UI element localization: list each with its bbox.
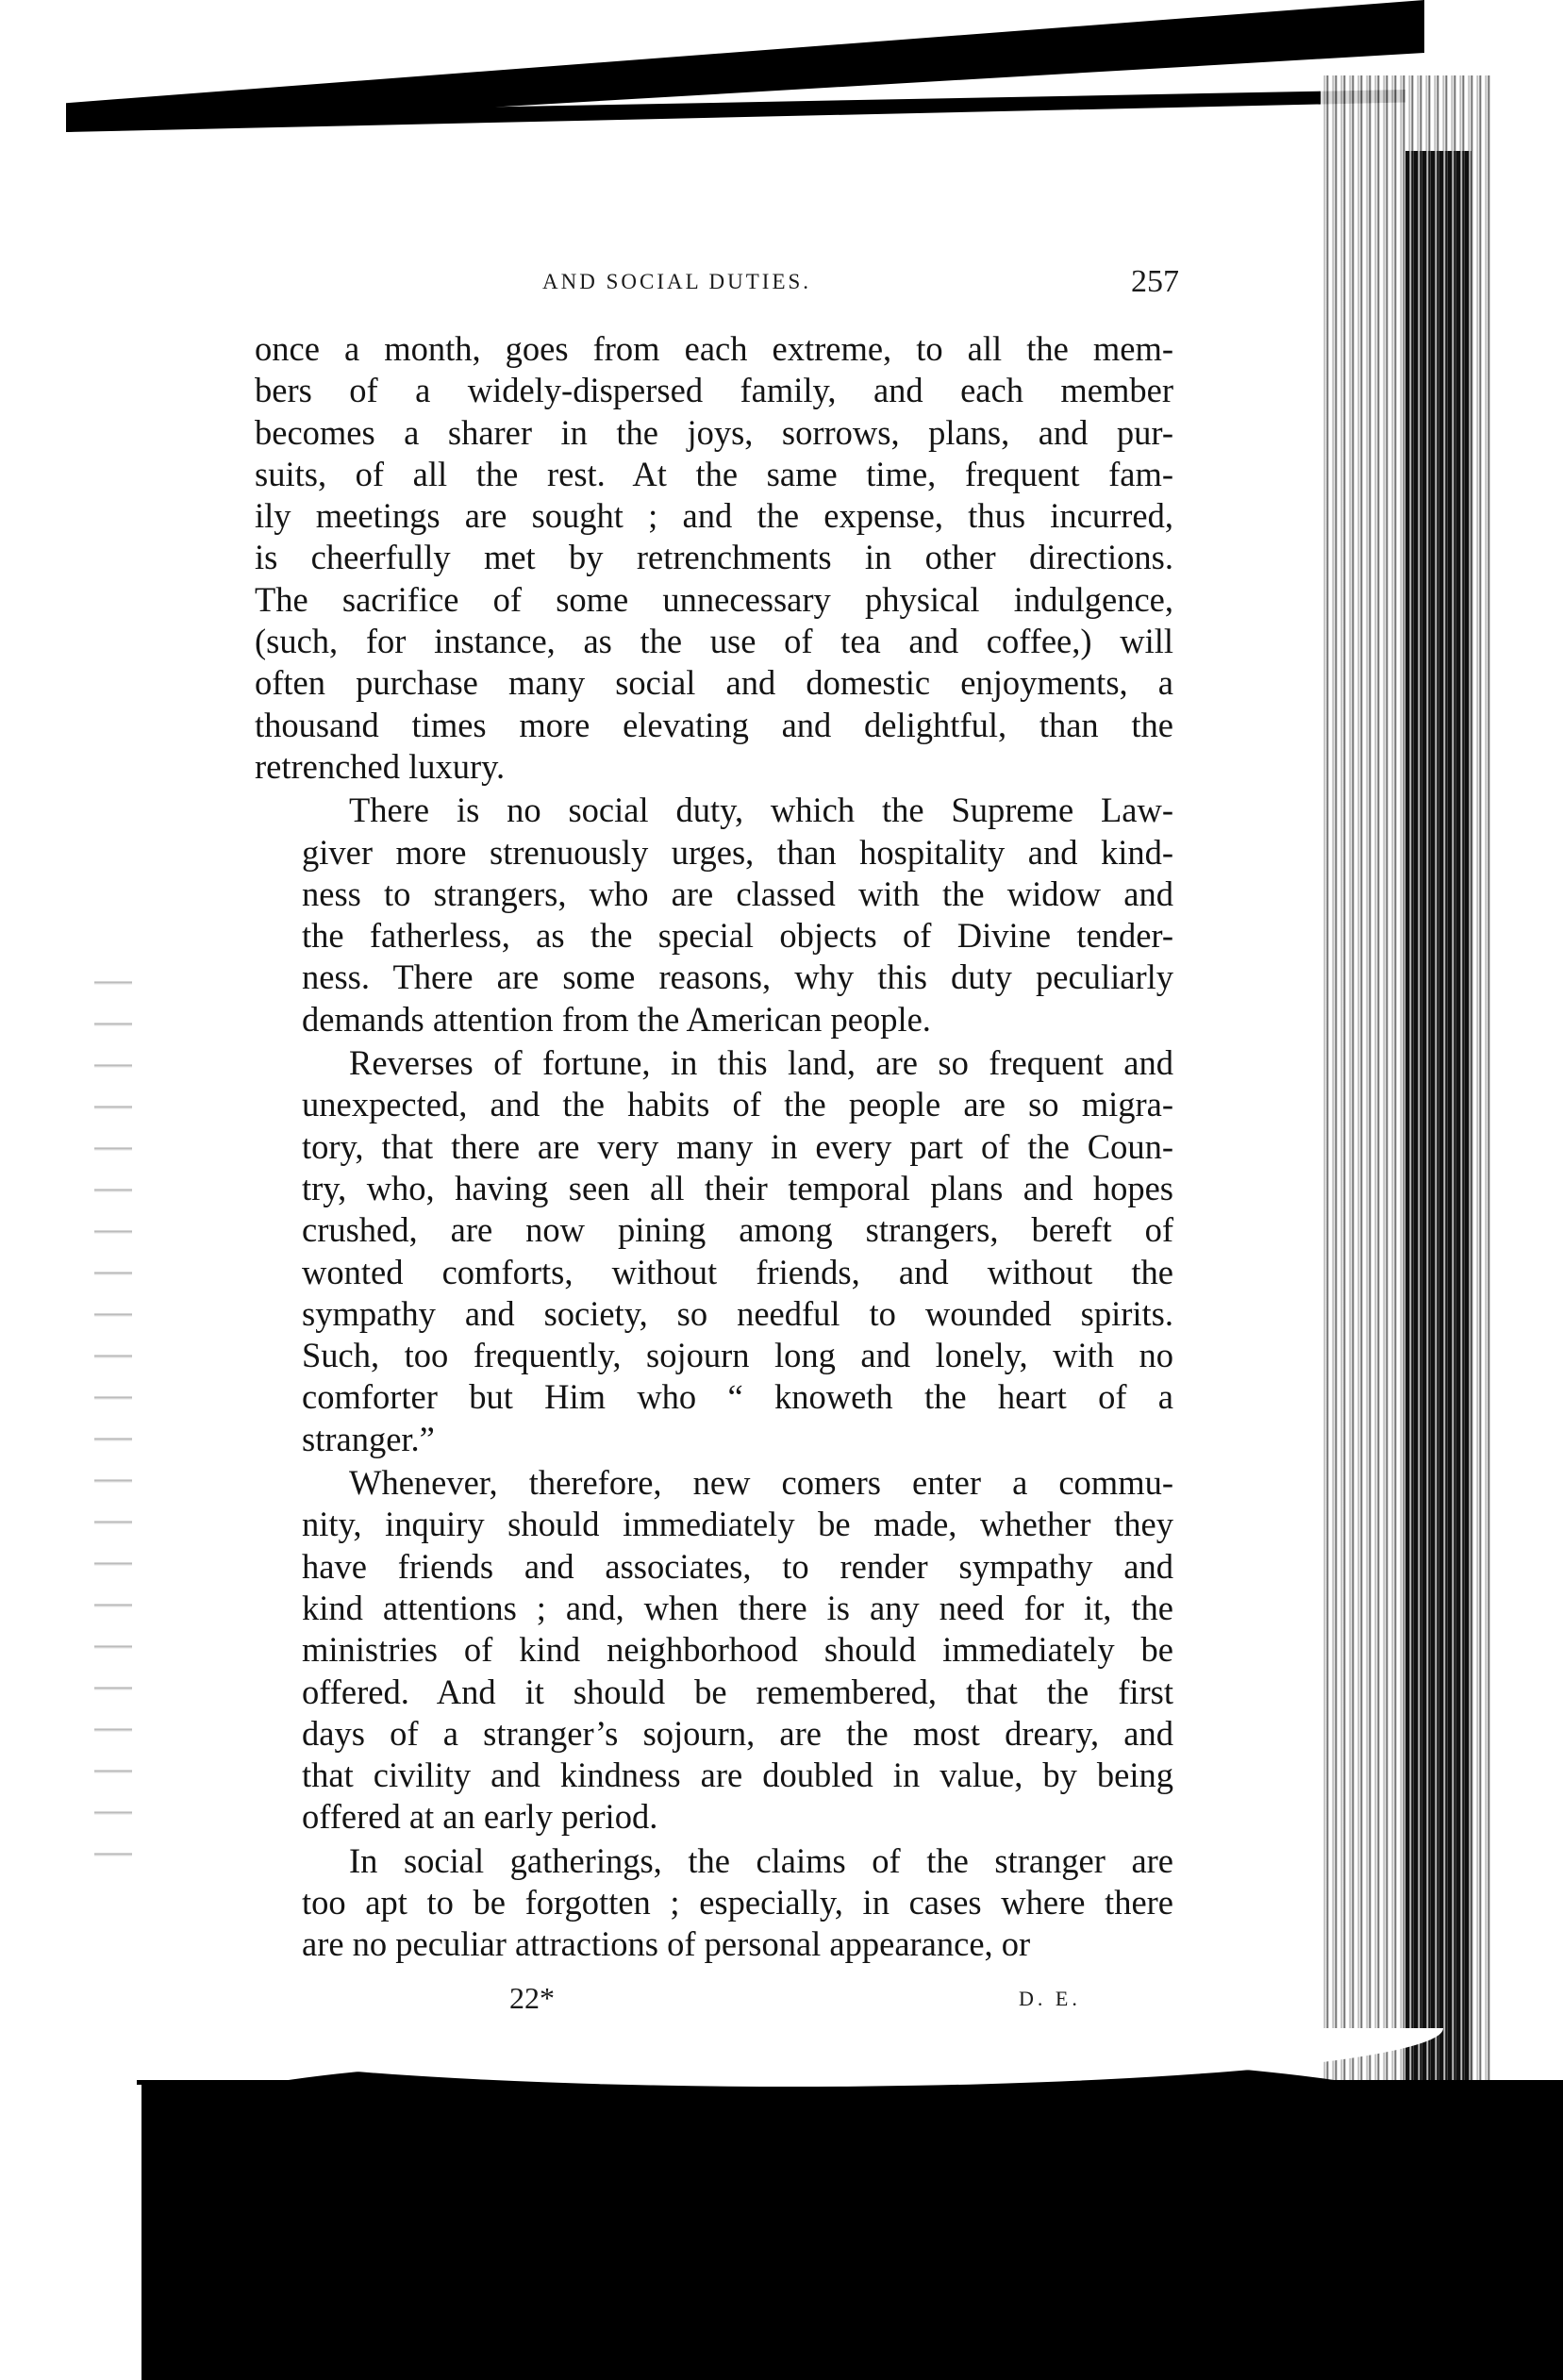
text-line: sympathy and society, so needful to wounded spirits.	[302, 1293, 1173, 1333]
running-title: AND SOCIAL DUTIES.	[542, 270, 812, 293]
text-line: the fatherless, as the special objects of Divine tender-	[302, 916, 1173, 956]
text-line: becomes a sharer in the joys, sorrows, plans, and pur-	[255, 412, 1173, 452]
text-line: (such, for instance, as the use of tea and coffee,) will	[255, 622, 1173, 661]
text-line: giver more strenuously urges, than hospitality and kind-	[302, 832, 1173, 872]
text-line: ness to strangers, who are classed with the widow and	[302, 874, 1173, 913]
text-line: often purchase many social and domestic enjoyments, a	[255, 663, 1173, 703]
paragraph	[255, 1042, 1173, 1460]
printer-mark: D. E.	[1019, 1987, 1081, 2010]
text-line: Such, too frequently, sojourn long and lonely, with no	[302, 1336, 1173, 1375]
page-edges-dark	[1405, 151, 1472, 2094]
text-line: tory, that there are very many in every part of the Coun-	[302, 1126, 1173, 1166]
text-line: unexpected, and the habits of the people are so migra-	[302, 1085, 1173, 1124]
body-text	[255, 328, 1173, 1966]
text-line: comforter but Him who “ knoweth the heart of a	[302, 1377, 1173, 1417]
text-line: thousand times more elevating and delightful, than the	[255, 705, 1173, 744]
text-line: demands attention from the American people.	[302, 999, 931, 1039]
text-line: ministries of kind neighborhood should immediately be	[302, 1630, 1173, 1670]
gutter-marks	[94, 943, 132, 1887]
scan-border-bottom	[137, 2080, 1563, 2380]
text-line: once a month, goes from each extreme, to all the mem-	[255, 329, 1173, 368]
text-line: There is no social duty, which the Supreme Law-	[349, 791, 1173, 830]
text-line: try, who, having seen all their temporal plans and hopes	[302, 1168, 1173, 1207]
text-line: that civility and kindness are doubled in value, by being	[302, 1756, 1173, 1795]
text-line: In social gatherings, the claims of the stranger are	[349, 1840, 1173, 1880]
text-line: have friends and associates, to render sympathy and	[302, 1546, 1173, 1586]
text-line: ily meetings are sought ; and the expense, thus incurred,	[255, 496, 1173, 536]
scan-margin-left	[0, 2085, 141, 2380]
page-number: 257	[1131, 264, 1179, 299]
paragraph	[255, 1840, 1173, 1966]
text-line: crushed, are now pining among strangers, bereft of	[302, 1210, 1173, 1250]
text-line: retrenched luxury.	[255, 746, 506, 786]
text-line: days of a stranger’s sojourn, are the most dreary, and	[302, 1713, 1173, 1753]
text-line: offered. And it should be remembered, that the first	[302, 1672, 1173, 1711]
paragraph	[255, 328, 1173, 788]
text-line: Whenever, therefore, new comers enter a commu-	[349, 1463, 1173, 1503]
text-line: offered at an early period.	[302, 1797, 658, 1837]
text-line: nity, inquiry should immediately be made, whether they	[302, 1505, 1173, 1544]
text-line: kind attentions ; and, when there is any need for it, the	[302, 1588, 1173, 1627]
text-line: stranger.”	[302, 1419, 435, 1458]
text-line: suits, of all the rest. At the same time, frequent fam-	[255, 454, 1173, 493]
text-line: bers of a widely-dispersed family, and each member	[255, 371, 1173, 410]
paragraph	[255, 1462, 1173, 1839]
page-footer	[255, 1981, 1198, 2028]
text-line: ness. There are some reasons, why this duty peculiarly	[302, 957, 1173, 997]
text-line: are no peculiar attractions of personal appearance, or	[302, 1924, 1031, 1964]
text-line: Reverses of fortune, in this land, are so frequent and	[349, 1043, 1173, 1083]
text-line: is cheerfully met by retrenchments in other directions.	[255, 538, 1173, 577]
paragraph	[255, 790, 1173, 1040]
text-line: too apt to be forgotten ; especially, in cases where there	[302, 1882, 1173, 1922]
signature-mark: 22*	[509, 1981, 555, 2015]
text-line: wonted comforts, without friends, and without the	[302, 1252, 1173, 1291]
text-line: The sacrifice of some unnecessary physical indulgence,	[255, 579, 1173, 619]
running-head	[255, 264, 1179, 308]
